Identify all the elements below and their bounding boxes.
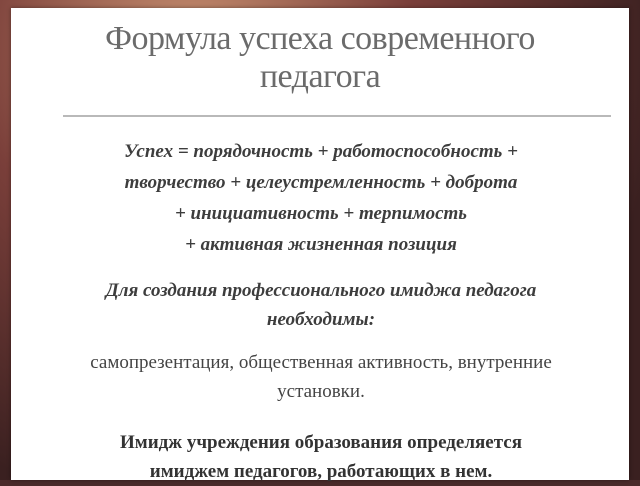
requirements-list [41,348,601,406]
title-line: педагога [259,58,381,95]
image-requirements-heading [51,276,591,334]
heading-line: необходимы: [266,309,376,330]
title-divider [63,115,611,117]
formula-line: + активная жизненная позиция [185,234,457,255]
heading-line: Для создания профессионального имиджа педагога [105,280,537,301]
list-line: самопрезентация, общественная активность, внутренние [90,352,552,373]
slide [11,8,629,480]
statement-line: Имидж учреждения образования определяется [120,432,522,453]
list-line: установки. [277,381,365,402]
formula-line: + инициативность + терпимость [174,203,467,224]
institution-image-statement [51,428,591,486]
success-formula [51,136,591,260]
formula-line: творчество + целеустремленность + доброта [124,172,518,193]
statement-line: имиджем педагогов, работающих в нем. [149,461,493,482]
slide-title [11,20,629,96]
formula-line: Успех = порядочность + работоспособность + [124,141,518,162]
title-line: Формула успеха современного [105,20,535,57]
